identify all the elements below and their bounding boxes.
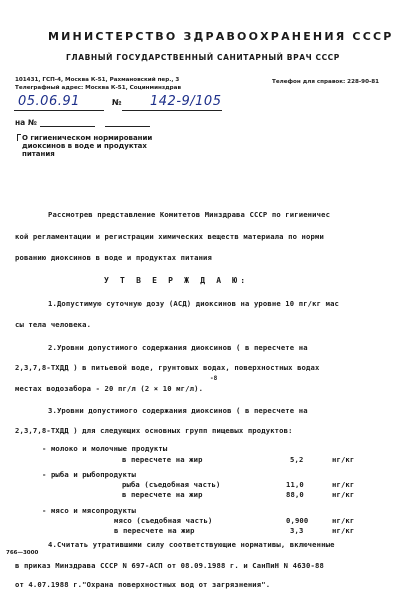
subject-line: О гигиеническом нормировании (22, 134, 153, 142)
item-2-text: 2,3,7,8-ТХДД ) в питьевой воде, грунтовых водах, поверхностных водах (15, 363, 320, 372)
number-underline (122, 110, 222, 111)
na-underline (40, 126, 95, 127)
item-1-text: сы тела человека. (15, 320, 92, 329)
item-3-text: 3.Уровни допустимого содержания диоксинов ( в пересчете на (48, 406, 308, 415)
product-sub: в пересчете на жир (122, 490, 203, 499)
subject-line: диоксинов в воде и продуктах (22, 142, 147, 150)
item-2-text: 2.Уровни допустимого содержания диоксинов ( в пересчете на (48, 343, 308, 352)
handwritten-date: 05.06.91 (18, 94, 80, 109)
product-unit: нг/кг (332, 516, 355, 525)
date-underline (14, 110, 104, 111)
product-group: - мясо и мясопродукты (42, 506, 137, 515)
intro-text: кой регламентации и регистрации химических веществ материала по норми (15, 232, 324, 241)
product-sub: рыба (съедобная часть) (122, 480, 221, 489)
item-4-text: 4.Считать утратившими силу соответствующие нормативы, включенные (48, 540, 335, 549)
product-unit: нг/кг (332, 526, 355, 535)
product-sub: в пересчете на жир (122, 455, 203, 464)
item-2-text: местах водозабора - 20 пг/л (2 × 10 мг/л). (15, 384, 204, 393)
product-value: 5,2 (290, 455, 304, 464)
product-unit: нг/кг (332, 455, 355, 464)
product-value: 3,3 (290, 526, 304, 535)
number-sign: № (112, 98, 122, 107)
product-sub: в пересчете на жир (114, 526, 195, 535)
chief-doctor-title: ГЛАВНЫЙ ГОСУДАРСТВЕННЫЙ САНИТАРНЫЙ ВРАЧ СССР (66, 53, 340, 62)
product-value: 88,0 (286, 490, 304, 499)
item-4-text: в приказ Минздрава СССР N 697-АСП от 08.09.1988 г. и СанПиН N 4630-88 (15, 561, 324, 570)
postal-address: 101431, ГСП-4, Москва К-51, Рахмановский пер., 3 (15, 77, 180, 83)
product-unit: нг/кг (332, 480, 355, 489)
product-group: - рыба и рыбопродукты (42, 470, 137, 479)
intro-text: Рассмотрев представление Комитетов Минздрава СССР по гигиеничес (48, 210, 331, 219)
phone-info: Телефон для справок: 228-90-81 (272, 79, 380, 85)
approve-heading: У Т В Е Р Ж Д А Ю: (104, 276, 249, 285)
product-value: 11,0 (286, 480, 304, 489)
handwritten-number: 142-9/105 (150, 94, 222, 109)
subject-line: питания (22, 150, 55, 158)
reply-to-label: на № (15, 118, 37, 127)
telegraph-address: Телеграфный адрес: Москва К-51, Социнминздрав (15, 85, 181, 91)
item-3-text: 2,3,7,8-ТХДД ) для следующих основных групп пищевых продуктов: (15, 426, 293, 435)
product-unit: нг/кг (332, 490, 355, 499)
subject-bracket (17, 134, 21, 141)
intro-text: рованию диоксинов в воде и продуктах питания (15, 253, 212, 262)
na-underline-2 (105, 126, 150, 127)
exponent: -8 (210, 375, 218, 382)
product-value: 0,900 (286, 516, 309, 525)
ministry-title: МИНИСТЕРСТВО ЗДРАВООХРАНЕНИЯ СССР (48, 30, 394, 43)
product-sub: мясо (съедобная часть) (114, 516, 213, 525)
page-id: 766—3000 (6, 550, 39, 556)
item-1-text: 1.Допустимую суточную дозу (АСД) диоксинов на уровне 10 пг/кг мас (48, 299, 340, 308)
item-4-text: от 4.07.1988 г."Охрана поверхностных вод от загрязнения". (15, 580, 271, 589)
product-group: - молоко и молочные продукты (42, 444, 168, 453)
